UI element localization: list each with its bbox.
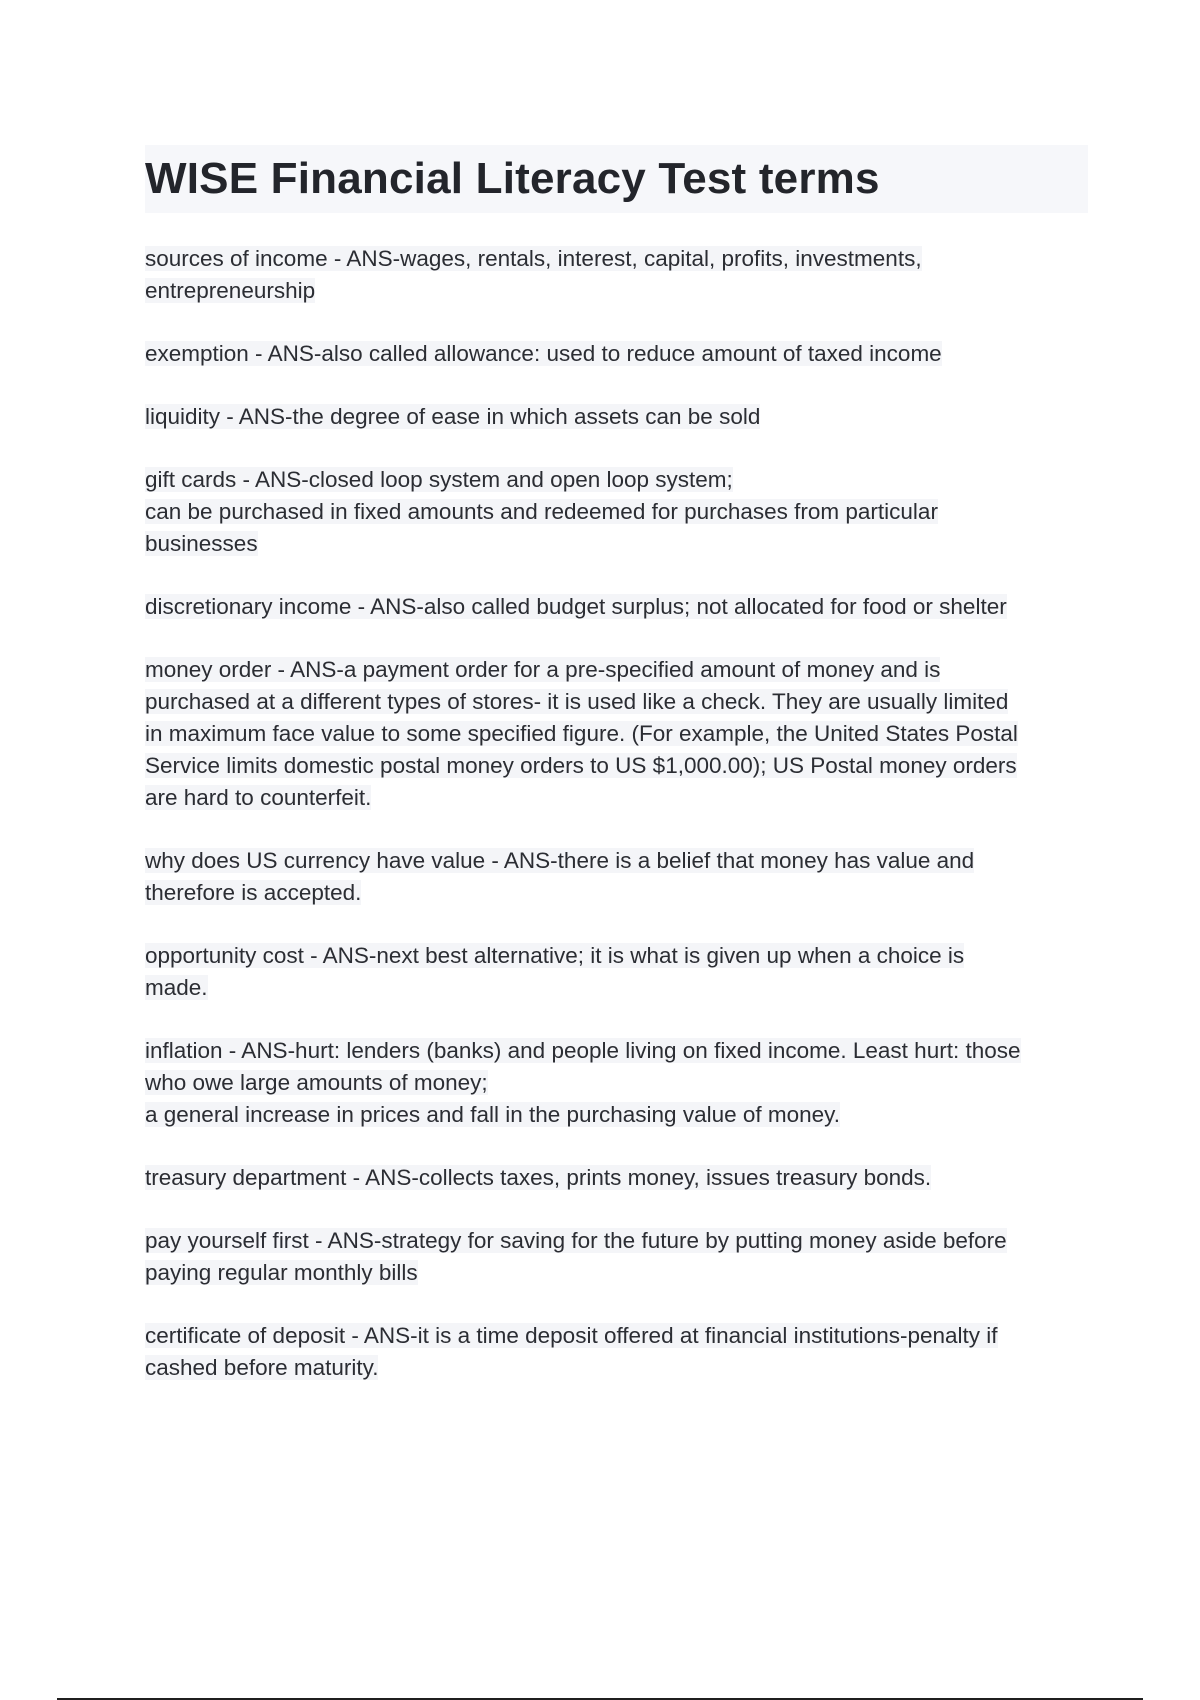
page-title: WISE Financial Literacy Test terms — [145, 154, 880, 203]
entry-line: treasury department - ANS-collects taxes, prints money, issues treasury bonds. — [145, 1165, 932, 1190]
entry-line: paying regular monthly bills — [145, 1260, 418, 1285]
entry-line: a general increase in prices and fall in the purchasing value of money. — [145, 1102, 840, 1127]
entry-line: in maximum face value to some specified figure. (For example, the United States Postal — [145, 721, 1018, 746]
entry-line: therefore is accepted. — [145, 880, 362, 905]
term-entry — [145, 654, 1095, 814]
entry-line: made. — [145, 975, 208, 1000]
entry-line: are hard to counterfeit. — [145, 785, 372, 810]
entry-line: purchased at a different types of stores- it is used like a check. They are usually limited — [145, 689, 1009, 714]
term-entry — [145, 464, 1095, 560]
entry-line: liquidity - ANS-the degree of ease in which assets can be sold — [145, 404, 761, 429]
entry-line: can be purchased in fixed amounts and redeemed for purchases from particular — [145, 499, 938, 524]
title-block — [145, 145, 1088, 213]
entry-line: discretionary income - ANS-also called budget surplus; not allocated for food or shelter — [145, 594, 1007, 619]
term-list — [145, 243, 1095, 1415]
entry-line: who owe large amounts of money; — [145, 1070, 488, 1095]
term-entry — [145, 1162, 1095, 1194]
term-entry — [145, 591, 1095, 623]
entry-line: businesses — [145, 531, 258, 556]
term-entry — [145, 940, 1095, 1004]
term-entry — [145, 1320, 1095, 1384]
entry-line: why does US currency have value - ANS-there is a belief that money has value and — [145, 848, 975, 873]
entry-line: certificate of deposit - ANS-it is a time deposit offered at financial institutions-penalty if — [145, 1323, 998, 1348]
term-entry — [145, 338, 1095, 370]
entry-line: entrepreneurship — [145, 278, 316, 303]
entry-line: inflation - ANS-hurt: lenders (banks) and people living on fixed income. Least hurt: those — [145, 1038, 1021, 1063]
entry-line: cashed before maturity. — [145, 1355, 379, 1380]
entry-line: opportunity cost - ANS-next best alternative; it is what is given up when a choice is — [145, 943, 965, 968]
term-entry — [145, 401, 1095, 433]
entry-line: sources of income - ANS-wages, rentals, interest, capital, profits, investments, — [145, 246, 922, 271]
term-entry — [145, 1035, 1095, 1131]
entry-line: exemption - ANS-also called allowance: used to reduce amount of taxed income — [145, 341, 942, 366]
entry-line: pay yourself first - ANS-strategy for saving for the future by putting money aside before — [145, 1228, 1007, 1253]
entry-line: gift cards - ANS-closed loop system and open loop system; — [145, 467, 733, 492]
term-entry — [145, 1225, 1095, 1289]
term-entry — [145, 845, 1095, 909]
entry-line: money order - ANS-a payment order for a pre-specified amount of money and is — [145, 657, 941, 682]
term-entry — [145, 243, 1095, 307]
entry-line: Service limits domestic postal money orders to US $1,000.00); US Postal money orders — [145, 753, 1017, 778]
